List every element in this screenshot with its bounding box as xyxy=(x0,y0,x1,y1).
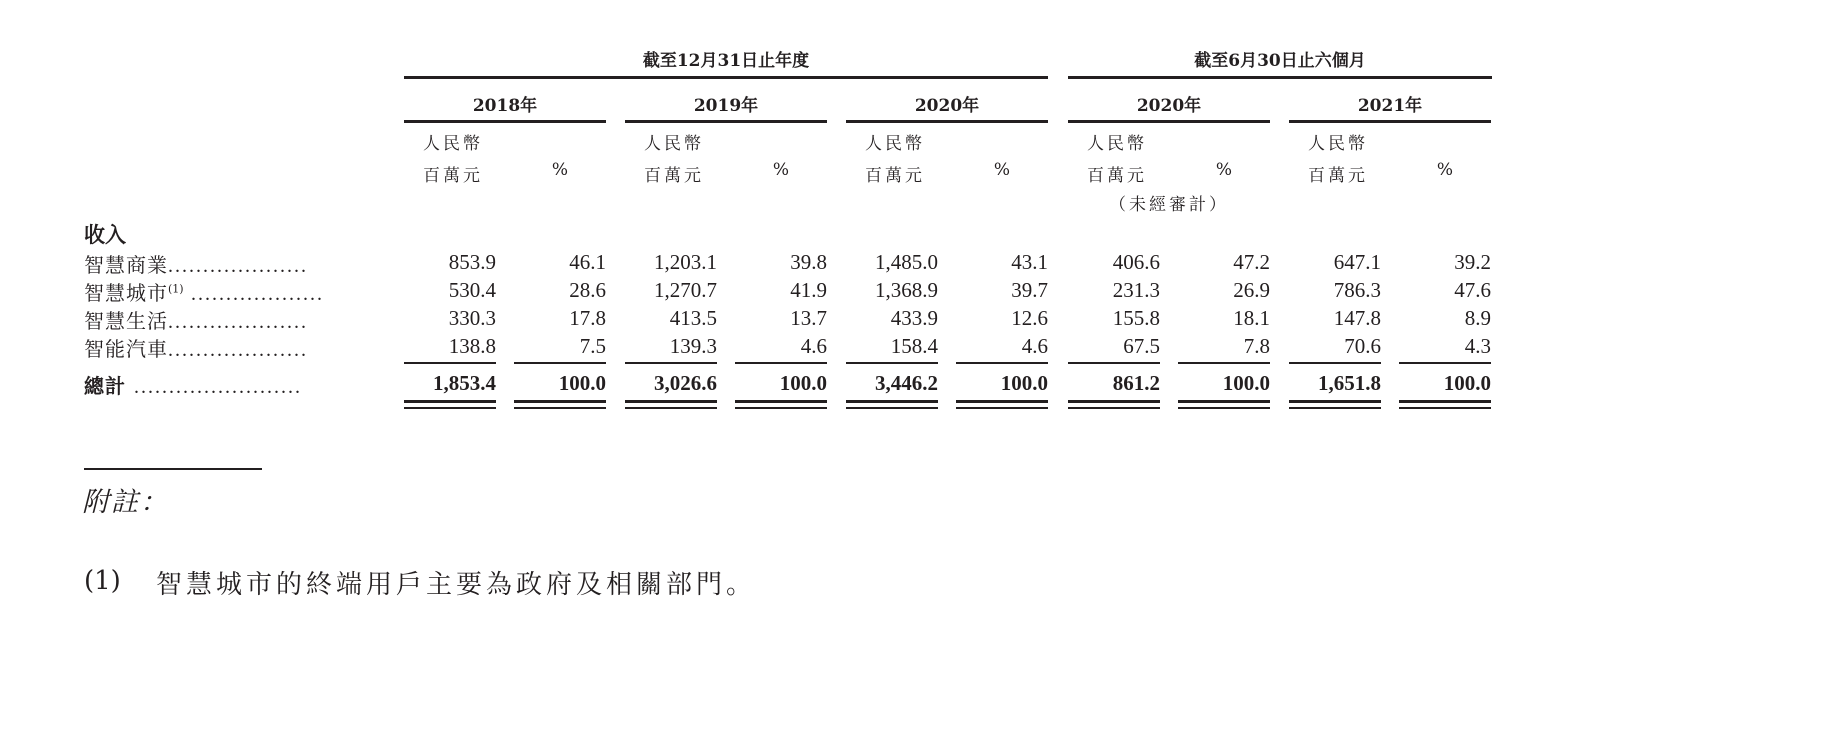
subtotal-rule xyxy=(1399,362,1491,364)
total-double-rule-top xyxy=(404,400,496,403)
subtotal-rule xyxy=(404,362,496,364)
year-rule-2019 xyxy=(625,120,827,123)
total-double-rule-top xyxy=(956,400,1048,403)
group-rule-annual xyxy=(404,76,1048,79)
total-percent-cell: 100.0 xyxy=(1222,371,1270,395)
year-rule-2020-annual xyxy=(846,120,1048,123)
percent-cell: 39.8 xyxy=(790,250,827,274)
percent-cell: 46.1 xyxy=(569,250,606,274)
pct-header-2019: % xyxy=(772,160,790,180)
total-double-rule-bottom xyxy=(1289,407,1381,409)
total-percent-cell: 100.0 xyxy=(1000,371,1048,395)
percent-cell: 4.3 xyxy=(1464,334,1491,358)
subtotal-rule xyxy=(514,362,606,364)
total-double-rule-bottom xyxy=(625,407,717,409)
unit-line-2: 百萬元 xyxy=(423,166,483,186)
amount-cell: 231.3 xyxy=(1112,278,1160,302)
total-amount-cell: 1,853.4 xyxy=(433,371,496,395)
total-double-rule-top xyxy=(1289,400,1381,403)
total-double-rule-top xyxy=(514,400,606,403)
unit-line-1: 人民幣 xyxy=(1308,134,1368,154)
amount-cell: 1,485.0 xyxy=(875,250,938,274)
percent-cell: 7.8 xyxy=(1243,334,1270,358)
unit-header-2019 xyxy=(644,128,704,192)
amount-cell: 330.3 xyxy=(448,306,496,330)
total-double-rule-top xyxy=(1178,400,1270,403)
unit-line-2: 百萬元 xyxy=(1308,166,1368,186)
unit-line-1: 人民幣 xyxy=(423,134,483,154)
amount-cell: 158.4 xyxy=(890,334,938,358)
total-amount-cell: 3,026.6 xyxy=(654,371,717,395)
percent-cell: 4.6 xyxy=(1021,334,1048,358)
unit-line-1: 人民幣 xyxy=(1087,134,1147,154)
amount-cell: 147.8 xyxy=(1333,306,1381,330)
total-double-rule-bottom xyxy=(956,407,1048,409)
amount-cell: 1,368.9 xyxy=(875,278,938,302)
percent-cell: 8.9 xyxy=(1464,306,1491,330)
percent-cell: 26.9 xyxy=(1233,278,1270,302)
total-double-rule-top xyxy=(625,400,717,403)
row-label-text: 智慧城市 xyxy=(84,281,168,305)
row-label xyxy=(84,333,308,362)
year-header-2020-six-months: 2020年 xyxy=(1136,96,1202,116)
percent-cell: 12.6 xyxy=(1011,306,1048,330)
total-double-rule-bottom xyxy=(514,407,606,409)
year-header-2019: 2019年 xyxy=(693,96,759,116)
year-header-2018: 2018年 xyxy=(472,96,538,116)
year-header-2020-annual: 2020年 xyxy=(914,96,980,116)
row-label xyxy=(84,277,324,306)
subtotal-rule xyxy=(956,362,1048,364)
amount-cell: 139.3 xyxy=(669,334,717,358)
total-amount-cell: 861.2 xyxy=(1112,371,1160,395)
section-label-revenue: 收入 xyxy=(84,222,126,247)
total-percent-cell: 100.0 xyxy=(779,371,827,395)
total-leader-dots: ........................ xyxy=(133,376,302,398)
unit-line-2: 百萬元 xyxy=(644,166,704,186)
percent-cell: 43.1 xyxy=(1011,250,1048,274)
percent-cell: 47.2 xyxy=(1233,250,1270,274)
year-rule-2018 xyxy=(404,120,606,123)
group-header-annual: 截至12月31日止年度 xyxy=(642,51,810,71)
total-double-rule-top xyxy=(1399,400,1491,403)
subtotal-rule xyxy=(735,362,827,364)
total-amount-cell: 1,651.8 xyxy=(1318,371,1381,395)
unit-header-2020-six-months xyxy=(1087,128,1147,192)
percent-cell: 41.9 xyxy=(790,278,827,302)
pct-header-2018: % xyxy=(551,160,569,180)
footnote-divider xyxy=(84,468,262,470)
amount-cell: 406.6 xyxy=(1112,250,1160,274)
amount-cell: 67.5 xyxy=(1123,334,1160,358)
unit-header-2021 xyxy=(1308,128,1368,192)
percent-cell: 39.2 xyxy=(1454,250,1491,274)
total-double-rule-top xyxy=(846,400,938,403)
row-leader-dots: .................... xyxy=(168,311,308,333)
row-label xyxy=(84,249,308,278)
row-label xyxy=(84,305,308,334)
total-row-label xyxy=(84,370,302,399)
pct-header-2021: % xyxy=(1436,160,1454,180)
total-amount-cell: 3,446.2 xyxy=(875,371,938,395)
subtotal-rule xyxy=(1289,362,1381,364)
amount-cell: 433.9 xyxy=(890,306,938,330)
row-label-text: 智能汽車 xyxy=(84,337,168,361)
year-rule-2021 xyxy=(1289,120,1491,123)
percent-cell: 7.5 xyxy=(579,334,606,358)
percent-cell: 28.6 xyxy=(569,278,606,302)
amount-cell: 138.8 xyxy=(448,334,496,358)
percent-cell: 13.7 xyxy=(790,306,827,330)
percent-cell: 17.8 xyxy=(569,306,606,330)
unit-header-2018 xyxy=(423,128,483,192)
amount-cell: 647.1 xyxy=(1333,250,1381,274)
year-header-2021: 2021年 xyxy=(1357,96,1423,116)
row-leader-dots: ................... xyxy=(190,283,324,305)
subtotal-rule xyxy=(846,362,938,364)
subtotal-rule xyxy=(625,362,717,364)
total-double-rule-top xyxy=(735,400,827,403)
total-percent-cell: 100.0 xyxy=(558,371,606,395)
footnote-reference: (1) xyxy=(168,282,184,296)
amount-cell: 1,270.7 xyxy=(654,278,717,302)
unit-line-1: 人民幣 xyxy=(644,134,704,154)
row-label-text: 智慧商業 xyxy=(84,253,168,277)
year-rule-2020-six-months xyxy=(1068,120,1270,123)
row-label-text: 智慧生活 xyxy=(84,309,168,333)
unit-line-1: 人民幣 xyxy=(865,134,925,154)
subtotal-rule xyxy=(1178,362,1270,364)
total-double-rule-bottom xyxy=(735,407,827,409)
notes-title: 附註： xyxy=(82,487,169,518)
total-double-rule-bottom xyxy=(404,407,496,409)
amount-cell: 1,203.1 xyxy=(654,250,717,274)
total-percent-cell: 100.0 xyxy=(1443,371,1491,395)
amount-cell: 155.8 xyxy=(1112,306,1160,330)
total-double-rule-bottom xyxy=(1068,407,1160,409)
total-double-rule-bottom xyxy=(846,407,938,409)
unit-line-2: 百萬元 xyxy=(865,166,925,186)
amount-cell: 70.6 xyxy=(1344,334,1381,358)
total-label-text: 總計 xyxy=(84,374,126,398)
pct-header-2020-annual: % xyxy=(993,160,1011,180)
group-header-six-months: 截至6月30日止六個月 xyxy=(1194,51,1366,71)
footnote-text: 智慧城市的終端用戶主要為政府及相關部門。 xyxy=(156,570,757,600)
footnote-marker: (1) xyxy=(84,566,121,596)
percent-cell: 18.1 xyxy=(1233,306,1270,330)
unit-header-2020-annual xyxy=(865,128,925,192)
row-leader-dots: .................... xyxy=(168,339,308,361)
amount-cell: 786.3 xyxy=(1333,278,1381,302)
group-rule-six-months xyxy=(1068,76,1492,79)
total-double-rule-bottom xyxy=(1399,407,1491,409)
total-double-rule-top xyxy=(1068,400,1160,403)
amount-cell: 530.4 xyxy=(448,278,496,302)
row-leader-dots: .................... xyxy=(168,255,308,277)
percent-cell: 4.6 xyxy=(800,334,827,358)
pct-header-2020-six-months: % xyxy=(1215,160,1233,180)
total-double-rule-bottom xyxy=(1178,407,1270,409)
amount-cell: 413.5 xyxy=(669,306,717,330)
percent-cell: 47.6 xyxy=(1454,278,1491,302)
subtotal-rule xyxy=(1068,362,1160,364)
percent-cell: 39.7 xyxy=(1011,278,1048,302)
unit-line-2: 百萬元 xyxy=(1087,166,1147,186)
unaudited-note: （未經審計） xyxy=(1109,195,1229,215)
amount-cell: 853.9 xyxy=(448,250,496,274)
